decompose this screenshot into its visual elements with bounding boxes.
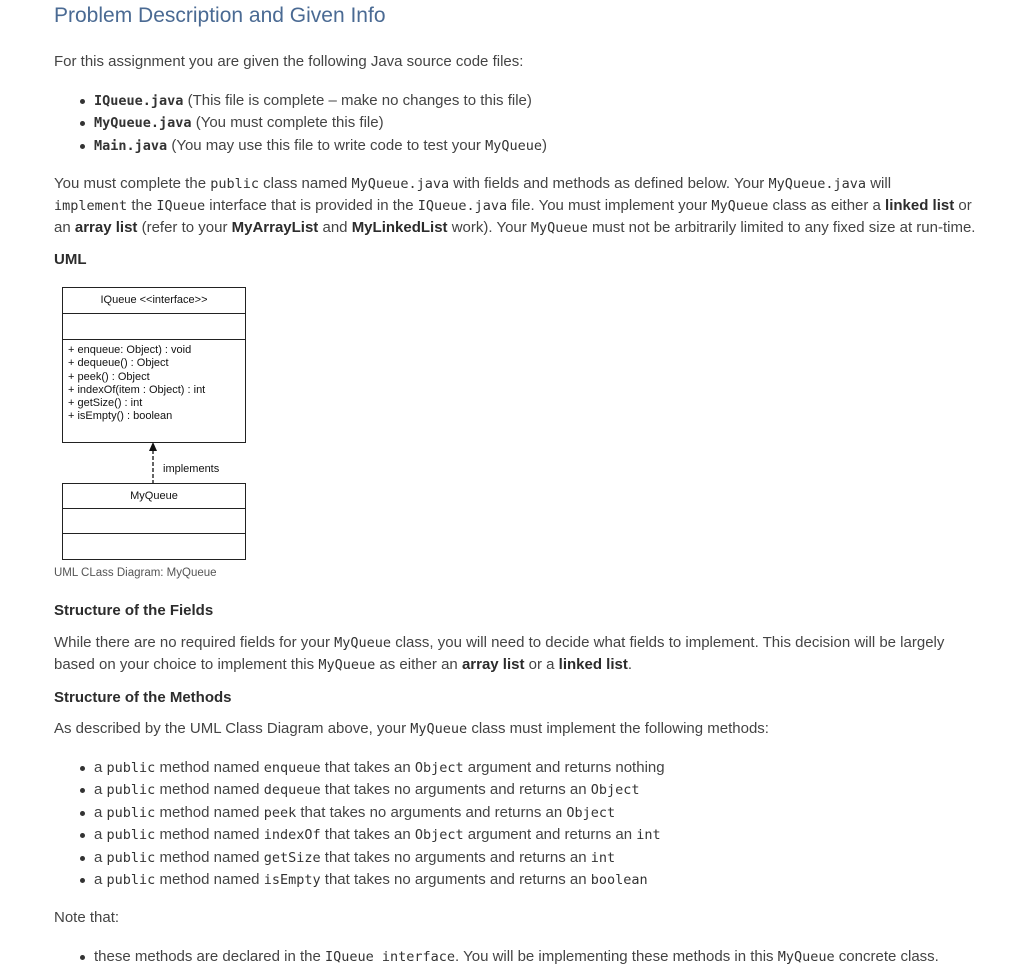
intro-text: For this assignment you are given the following Java source code files: (54, 53, 524, 70)
inline-code: Object (566, 804, 616, 821)
bold-term: array list (461, 656, 525, 673)
list-item (80, 135, 547, 157)
text: as either an (375, 656, 462, 673)
text: method named (155, 871, 264, 889)
inline-code: IQueue (156, 198, 206, 214)
list-item (80, 869, 665, 891)
note-list (80, 946, 939, 968)
inline-code: Object (414, 827, 464, 844)
description-paragraph (54, 173, 975, 239)
uml-method: + indexOf(item : Object) : int (68, 383, 206, 396)
inline-code: IQueue interface (324, 949, 456, 965)
uml-interface-fields (63, 314, 245, 340)
file-name: Main.java (94, 137, 168, 154)
uml-method: + enqueue: Object) : void (68, 344, 192, 356)
text: method named (155, 826, 264, 844)
text: a (94, 871, 107, 889)
bold-term: linked list (558, 656, 628, 673)
text: the (127, 197, 157, 214)
text: argument and returns nothing (463, 759, 665, 776)
text: based on your choice to implement this (54, 656, 319, 673)
inline-code: int (636, 827, 661, 844)
inline-code: MyQueue (410, 721, 468, 737)
inline-code: public (106, 872, 156, 889)
list-item (80, 90, 547, 112)
inline-code: public (106, 760, 156, 776)
text: argument and returns an (463, 826, 637, 844)
inline-code: MyQueue (334, 635, 392, 651)
list-item (80, 112, 547, 134)
bold-term: MyArrayList (231, 219, 319, 236)
file-name: IQueue.java (94, 93, 184, 109)
text: class named (259, 175, 352, 192)
text: that takes no arguments and returns an (320, 848, 591, 866)
text: a (94, 826, 107, 844)
text: that takes no arguments and returns an (320, 781, 591, 799)
uml-caption: UML CLass Diagram: MyQueue (54, 567, 217, 579)
method-name: getSize (263, 849, 321, 866)
text: or a (524, 656, 559, 673)
text: a (94, 759, 107, 776)
inline-code: MyQueue (777, 949, 835, 965)
text: a (94, 781, 107, 799)
list-item (80, 946, 939, 968)
text: interface that is provided in the (205, 197, 418, 214)
file-note: (You may use this file to write code to test your (167, 136, 486, 154)
text: method named (155, 803, 264, 821)
text: that takes an (320, 759, 415, 776)
file-note-end: ) (542, 136, 547, 154)
inline-code: public (106, 804, 156, 821)
inline-code: public (210, 176, 259, 192)
text: that takes no arguments and returns an (320, 871, 591, 889)
text: method named (155, 759, 264, 776)
paragraph-line (54, 654, 944, 676)
bold-term: MyLinkedList (351, 219, 448, 236)
text: (refer to your (137, 219, 232, 236)
text: that takes no arguments and returns an (296, 803, 567, 821)
inline-code: Object (414, 760, 464, 776)
text: and (318, 219, 352, 236)
paragraph-line (54, 217, 975, 239)
inline-code: Object (590, 782, 640, 799)
inline-code: int (590, 849, 616, 866)
paragraph-line (54, 195, 975, 217)
text: As described by the UML Class Diagram above, your (54, 720, 411, 737)
inline-code: MyQueue (318, 657, 376, 673)
fields-paragraph (54, 632, 944, 676)
uml-method: + dequeue() : Object (68, 357, 169, 370)
uml-class-fields (63, 509, 245, 534)
bold-term: array list (74, 219, 138, 236)
method-name: peek (263, 804, 297, 821)
inline-code: public (106, 849, 156, 866)
inline-code: MyQueue (485, 137, 542, 154)
text: class must implement the following methods: (467, 720, 769, 737)
text: work). Your (447, 219, 531, 236)
uml-heading: UML (54, 251, 87, 268)
text: You must complete the (54, 175, 211, 192)
inline-code: MyQueue.java (351, 176, 450, 192)
bold-term: linked list (885, 197, 955, 214)
inline-code: boolean (590, 872, 648, 889)
uml-class-name: MyQueue (63, 484, 245, 509)
file-note: (You must complete this file) (191, 114, 384, 132)
uml-interface-methods (63, 340, 245, 424)
text: an (54, 219, 75, 236)
file-name: MyQueue.java (94, 115, 192, 132)
text: . (627, 656, 633, 673)
method-name: indexOf (263, 827, 321, 844)
inline-code: IQueue.java (417, 198, 508, 214)
text: a (94, 803, 107, 821)
inline-code: MyQueue.java (768, 176, 867, 192)
text: class, you will need to decide what fields to implement. This decision will be largely (391, 634, 945, 651)
uml-method: + peek() : Object (68, 370, 150, 383)
text: While there are no required fields for your (54, 634, 335, 651)
method-name: dequeue (263, 782, 321, 799)
text: method named (155, 848, 264, 866)
text: must not be arbitrarily limited to any fixed size at run-time. (587, 219, 976, 236)
text: class as either a (768, 197, 886, 214)
text: these methods are declared in the (94, 948, 325, 965)
text: a (94, 848, 107, 866)
inline-code: public (106, 782, 156, 799)
note-label: Note that: (54, 909, 120, 926)
paragraph-line (54, 173, 975, 195)
inline-code: MyQueue (711, 198, 769, 214)
list-item (80, 757, 665, 779)
uml-method: + getSize() : int (68, 397, 143, 410)
page-title: Problem Description and Given Info (54, 4, 386, 27)
methods-intro (54, 720, 769, 737)
text: file. You must implement your (507, 197, 712, 214)
inline-code: public (106, 827, 156, 844)
uml-class-box (62, 483, 246, 560)
uml-method: + isEmpty() : boolean (68, 410, 173, 423)
text: with fields and methods as defined below. Your (449, 175, 769, 192)
list-item (80, 779, 665, 801)
text: that takes an (320, 826, 415, 844)
inline-code: MyQueue (530, 220, 588, 236)
list-item (80, 847, 665, 869)
file-note: (This file is complete – make no changes to this file) (183, 92, 532, 109)
method-name: enqueue (263, 760, 321, 776)
list-item (80, 802, 665, 824)
uml-interface-name: IQueue <<interface>> (63, 288, 245, 314)
uml-interface-box (62, 287, 246, 443)
text: or (954, 197, 972, 214)
text: concrete class. (834, 948, 939, 965)
text: method named (155, 781, 264, 799)
uml-class-methods (63, 534, 245, 557)
list-item (80, 824, 665, 846)
methods-heading: Structure of the Methods (54, 689, 232, 706)
text: . You will be implementing these methods in this (455, 948, 778, 965)
implements-label: implements (163, 463, 220, 475)
file-list (80, 90, 547, 157)
inline-code: implement (54, 198, 128, 214)
text: will (866, 175, 892, 192)
method-name: isEmpty (263, 872, 321, 889)
implements-arrow-icon (145, 441, 165, 484)
method-list (80, 757, 665, 891)
paragraph-line (54, 632, 944, 654)
fields-heading: Structure of the Fields (54, 602, 214, 619)
